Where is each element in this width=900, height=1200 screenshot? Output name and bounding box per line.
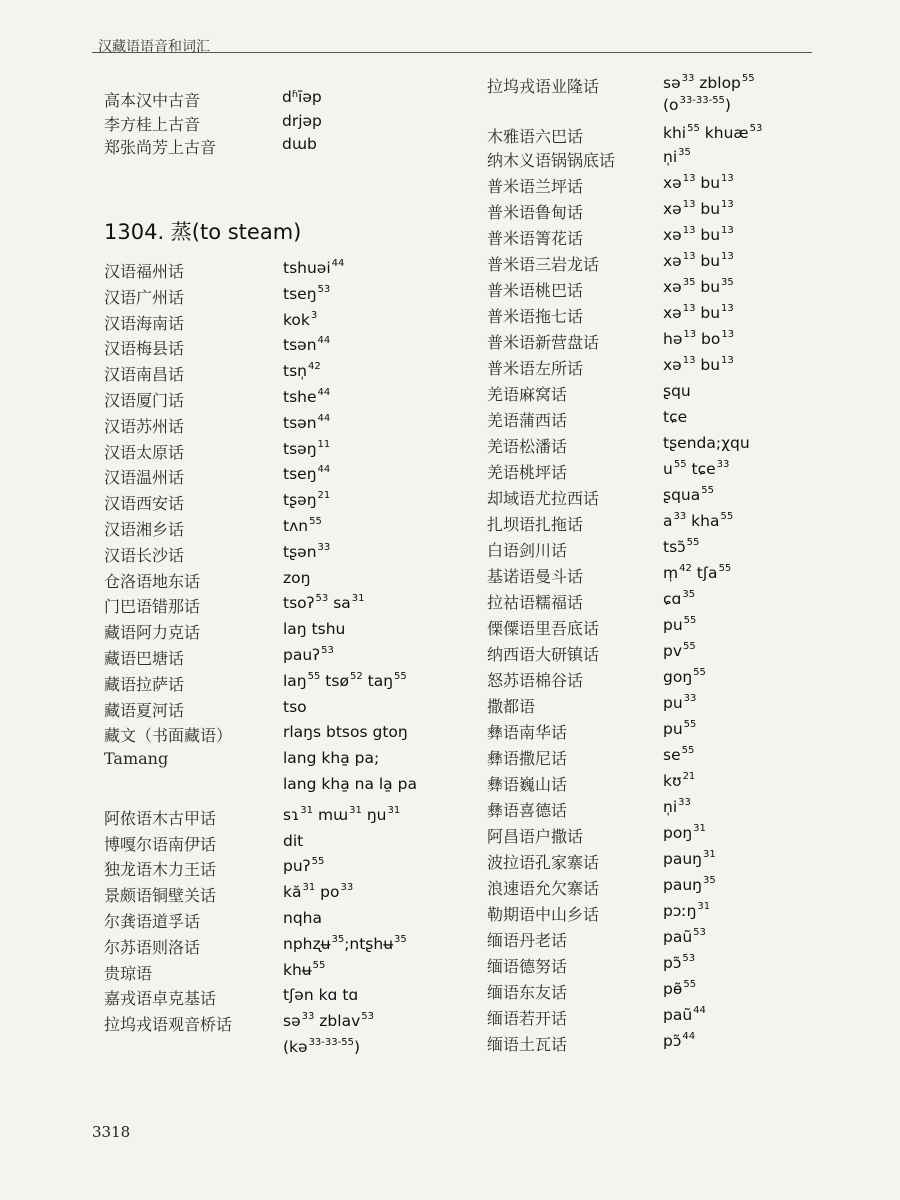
language-name: 普米语新营盘话 — [487, 333, 600, 352]
phonetic-form: tʃən kɑ tɑ — [283, 986, 359, 1005]
phonetic-form: drjəp — [282, 112, 322, 130]
tone-mark: 13 — [682, 173, 696, 184]
phonetic-form: goŋ$^{55}$ — [663, 667, 706, 686]
tone-mark: 55 — [741, 73, 755, 84]
phonetic-form: nqha — [283, 909, 322, 927]
phonetic-form: $n̩i^{33}$ — [663, 797, 691, 816]
phonetic-form: ʂqua$^{55}$ — [663, 485, 714, 504]
phonetic-form: lang kha̱ na la̱ pa — [283, 775, 417, 793]
tone-mark: 13 — [721, 225, 734, 236]
tone-mark: 33 — [683, 693, 697, 704]
phonetic-form: paũ$^{44}$ — [663, 1005, 706, 1024]
phonetic-form: zoŋ — [283, 568, 311, 587]
tone-mark: 35 — [721, 277, 734, 288]
phonetic-form: kʊ$^{21}$ — [663, 771, 696, 790]
phonetic-form: kok$^3$ — [283, 309, 318, 329]
tone-mark: 55 — [718, 563, 732, 574]
phonetic-form: tseŋ$^{44}$ — [283, 464, 331, 484]
language-name: 阿昌语户撒话 — [487, 827, 584, 846]
phonetic-form: pɔ̃$^{53}$ — [663, 953, 696, 972]
language-name: 撒都语 — [487, 697, 536, 716]
tone-mark: 33 — [673, 511, 687, 522]
language-name: 汉语海南话 — [104, 313, 185, 333]
phonetic-form: xə$^{13}$ $bu^{13}$ — [663, 303, 734, 322]
phonetic-form: tʂən$^{33}$ — [283, 541, 331, 561]
tone-mark: 55 — [701, 485, 714, 496]
tone-mark: 13 — [721, 199, 734, 210]
tone-mark: 55 — [309, 516, 322, 527]
tone-mark: 21 — [317, 490, 331, 502]
language-name: 怒苏语棉谷话 — [487, 671, 584, 690]
language-name: 藏语阿力克话 — [104, 623, 201, 643]
language-name: 普米语左所话 — [487, 359, 584, 378]
tone-mark: 44 — [317, 387, 331, 398]
language-name: 藏文（书面藏语） — [104, 726, 233, 746]
phonetic-form: tsən$^{44}$ — [283, 335, 331, 355]
tone-mark: 31 — [349, 804, 362, 816]
language-name: 尔苏语则洛话 — [104, 937, 201, 957]
phonetic-form: dʱīəp — [282, 88, 322, 106]
tone-mark: 55 — [311, 856, 325, 868]
language-name: 拉坞戎语业隆话 — [487, 77, 600, 96]
phonetic-form: $se^{55}$ — [663, 745, 695, 764]
tone-mark: 52 — [349, 670, 363, 682]
tone-mark: 13 — [682, 225, 696, 236]
tone-mark: 33-33-55 — [308, 1037, 354, 1048]
tone-mark: 44 — [682, 1031, 696, 1042]
phonetic-form: $kă^{31}$ $po^{33}$ — [283, 882, 354, 902]
language-name: 汉语广州话 — [104, 287, 185, 307]
phonetic-form: tsən$^{44}$ — [283, 412, 331, 432]
language-name: 羌语松潘话 — [487, 437, 568, 456]
phonetic-form: lang kha̱ pa; — [283, 749, 380, 768]
phonetic-form: tʌn$^{55}$ — [283, 516, 322, 535]
language-name: 汉语厦门话 — [104, 391, 185, 410]
language-name: 彝语巍山话 — [487, 775, 568, 794]
language-name: 普米语兰坪话 — [487, 177, 584, 196]
phonetic-form: xə$^{13}$ $bu^{13}$ — [663, 173, 734, 192]
language-name: 纳木义语锅锅底话 — [487, 151, 616, 170]
language-name: 阿侬语木古甲话 — [104, 808, 217, 828]
phonetic-form: sɿ$^{31}$ mɯ$^{31}$ $ŋu^{31}$ — [283, 804, 401, 824]
tone-mark: 44 — [693, 1005, 706, 1016]
phonetic-form: paũ$^{53}$ — [663, 927, 706, 946]
running-header: 汉藏语语音和词汇 — [98, 39, 210, 55]
language-name: 纳西语大研镇话 — [487, 645, 600, 664]
language-name: 白语剑川话 — [487, 541, 568, 560]
phonetic-form: $pu^{33}$ — [663, 693, 697, 712]
tone-mark: 55 — [683, 641, 696, 652]
tone-mark: 55 — [686, 537, 700, 548]
phonetic-form: tʂəŋ$^{21}$ — [283, 490, 331, 510]
tone-mark: 13 — [682, 251, 696, 262]
tone-mark: 35 — [678, 147, 691, 158]
tone-mark: 53 — [317, 283, 331, 295]
tone-mark: 55 — [683, 719, 697, 730]
phonetic-form: $a^{33}$ kha$^{55}$ — [663, 511, 734, 530]
language-name: 缅语土瓦话 — [487, 1035, 568, 1054]
phonetic-form: poŋ$^{31}$ — [663, 823, 706, 842]
tone-mark: 44 — [331, 258, 345, 269]
tone-mark: 31 — [703, 849, 716, 860]
language-name: 汉语西安话 — [104, 494, 185, 514]
language-name: 汉语温州话 — [104, 468, 185, 488]
tone-mark: 53 — [693, 927, 706, 938]
language-name: 却域语尤拉西话 — [487, 489, 600, 508]
language-name: 彝语撒尼话 — [487, 749, 568, 768]
tone-mark: 35 — [331, 933, 345, 945]
language-name: 景颇语铜壁关话 — [104, 886, 217, 906]
language-name: 贵琼语 — [104, 963, 153, 983]
tone-mark: 33 — [317, 541, 331, 553]
tone-mark: 13 — [721, 303, 734, 314]
tone-mark: 55 — [681, 745, 695, 756]
tone-mark: 55 — [683, 979, 697, 990]
language-name: 羌语麻窝话 — [487, 385, 568, 404]
language-name: 缅语东友话 — [487, 983, 568, 1002]
phonetic-form: pauŋ$^{31}$ — [663, 849, 716, 868]
tone-mark: 53 — [315, 593, 329, 605]
tone-mark: 13 — [721, 251, 734, 262]
tone-mark: 35 — [394, 933, 407, 945]
tone-mark: 13 — [721, 173, 734, 184]
phonetic-form: pɔ̃$^{44}$ — [663, 1031, 696, 1050]
language-name: 普米语拖七话 — [487, 307, 584, 326]
language-name: 汉语南昌话 — [104, 365, 185, 385]
tone-mark: 33 — [678, 797, 691, 808]
language-name: 汉语梅县话 — [104, 339, 185, 359]
tone-mark: 53 — [321, 645, 334, 656]
phonetic-form: laŋ$^{55}$ tsø$^{52}$ taŋ$^{55}$ — [283, 670, 407, 690]
tone-mark: 21 — [682, 771, 696, 782]
tone-mark: 33 — [340, 882, 354, 894]
tone-mark: 13 — [682, 355, 696, 366]
tone-mark: 55 — [720, 511, 734, 522]
phonetic-form: khi$^{55}$ khuæ$^{53}$ — [663, 123, 763, 142]
entry-title: 1304. 蒸(to steam) — [104, 220, 302, 244]
language-name: 羌语桃坪话 — [487, 463, 568, 482]
phonetic-form: tɕe — [663, 408, 688, 426]
language-name: 李方桂上古音 — [104, 115, 201, 134]
language-name: 普米语桃巴话 — [487, 281, 584, 300]
tone-mark: 13 — [721, 329, 735, 340]
language-name: 普米语鲁甸话 — [487, 203, 584, 222]
tone-mark: 13 — [682, 303, 696, 314]
tone-mark: 44 — [317, 412, 331, 424]
phonetic-form: puʔ$^{55}$ — [283, 856, 325, 876]
tone-mark: 55 — [307, 670, 321, 682]
phonetic-form: (kə$^{33-33-55}$) — [283, 1037, 361, 1056]
tone-mark: 33 — [681, 73, 695, 84]
language-name: 汉语太原话 — [104, 442, 185, 462]
language-name: 藏语夏河话 — [104, 700, 185, 720]
phonetic-form: laŋ tshu — [283, 620, 346, 639]
tone-mark: 53 — [749, 123, 763, 134]
phonetic-form: tseŋ$^{53}$ — [283, 283, 331, 303]
phonetic-form: ɕɑ$^{35}$ — [663, 589, 696, 608]
phonetic-form: tshuəi$^{44}$ — [283, 258, 345, 277]
language-name: 嘉戎语卓克基话 — [104, 989, 217, 1009]
tone-mark: 31 — [302, 882, 316, 894]
phonetic-form: xə$^{13}$ $bu^{13}$ — [663, 225, 734, 244]
phonetic-form: dit — [283, 831, 304, 850]
phonetic-form: tso — [283, 697, 307, 716]
phonetic-form: sə$^{33}$ zblav$^{53}$ — [283, 1011, 374, 1031]
phonetic-form: pauʔ$^{53}$ — [283, 645, 334, 664]
language-name: 汉语长沙话 — [104, 545, 185, 565]
phonetic-form: tsn̩$^{42}$ — [283, 361, 321, 381]
language-name: 羌语蒲西话 — [487, 411, 568, 430]
page-number: 3318 — [92, 1123, 131, 1141]
language-name: 缅语德努话 — [487, 957, 568, 976]
language-name: 彝语喜德话 — [487, 801, 568, 820]
tone-mark: 55 — [394, 670, 407, 682]
language-name: 门巴语错那话 — [104, 597, 201, 617]
phonetic-form: xə$^{13}$ $bu^{13}$ — [663, 355, 734, 374]
language-name: 浪速语允欠寨话 — [487, 879, 600, 898]
phonetic-form: tsɔ̃$^{55}$ — [663, 537, 700, 556]
tone-mark: 44 — [317, 464, 331, 476]
phonetic-form: tsoʔ$^{53}$ $sa^{31}$ — [283, 593, 365, 613]
language-name: 波拉语孔家寨话 — [487, 853, 600, 872]
phonetic-form: pɵ̃$^{55}$ — [663, 979, 697, 998]
phonetic-form: nphʐʉ$^{35}$;ntʂhʉ$^{35}$ — [283, 933, 407, 953]
tone-mark: 31 — [697, 901, 711, 912]
tone-mark: 31 — [351, 593, 365, 605]
phonetic-form: xə$^{35}$ $bu^{35}$ — [663, 277, 734, 296]
phonetic-form: tshe$^{44}$ — [283, 387, 331, 406]
language-name: 普米语箐花话 — [487, 229, 584, 248]
tone-mark: 13 — [683, 329, 697, 340]
phonetic-form: rlaŋs btsos gtoŋ — [283, 723, 408, 742]
phonetic-form: $pv^{55}$ — [663, 641, 696, 660]
language-name: 汉语福州话 — [104, 262, 185, 281]
phonetic-form: xə$^{13}$ $bu^{13}$ — [663, 251, 734, 270]
phonetic-form: dɯb — [282, 135, 317, 153]
phonetic-form: hə$^{13}$ $bo^{13}$ — [663, 329, 735, 348]
phonetic-form: pɔːŋ$^{31}$ — [663, 901, 711, 920]
phonetic-form: $(o^{33-33-55})$ — [663, 95, 731, 114]
tone-mark: 33-33-55 — [679, 95, 725, 106]
language-name: 彝语南华话 — [487, 723, 568, 742]
tone-mark: 31 — [387, 804, 401, 816]
language-name: 高本汉中古音 — [104, 91, 201, 110]
tone-mark: 31 — [693, 823, 706, 834]
language-name: 汉语湘乡话 — [104, 520, 185, 539]
phonetic-form: $n̩i^{35}$ — [663, 147, 691, 166]
language-name: 拉坞戎语观音桥话 — [104, 1015, 233, 1035]
tone-mark: 55 — [687, 123, 700, 134]
language-name: 缅语若开话 — [487, 1009, 568, 1028]
tone-mark: 35 — [682, 277, 696, 288]
header-rule — [92, 52, 812, 53]
tone-mark: 35 — [703, 875, 716, 886]
tone-mark: 11 — [317, 438, 331, 450]
language-name: 基诺语曼斗话 — [487, 567, 584, 586]
language-name: 尔龚语道孚话 — [104, 912, 201, 931]
tone-mark: 33 — [716, 459, 730, 470]
phonetic-form: ʂqu — [663, 382, 691, 400]
tone-mark: 3 — [310, 309, 318, 321]
phonetic-form: pauŋ$^{35}$ — [663, 875, 716, 894]
phonetic-form: khʉ$^{55}$ — [283, 959, 326, 979]
phonetic-form: $pu^{55}$ — [663, 719, 697, 738]
tone-mark: 42 — [679, 563, 692, 574]
phonetic-form: $pu^{55}$ — [663, 615, 697, 634]
tone-mark: 55 — [693, 667, 706, 678]
tone-mark: 53 — [361, 1011, 374, 1023]
tone-mark: 44 — [317, 335, 331, 347]
language-name: 藏语巴塘话 — [104, 649, 185, 668]
language-name: 木雅语六巴话 — [487, 127, 584, 146]
language-name: 普米语三岩龙话 — [487, 255, 600, 274]
tone-mark: 13 — [682, 199, 696, 210]
phonetic-form: xə$^{13}$ $bu^{13}$ — [663, 199, 734, 218]
language-name: 独龙语木力王话 — [104, 860, 217, 880]
phonetic-form: $u^{55}$ tɕe$^{33}$ — [663, 459, 730, 478]
phonetic-form: tʂenda;χqu — [663, 434, 750, 452]
tone-mark: 31 — [300, 804, 314, 816]
language-name: 拉祜语糯福话 — [487, 593, 584, 612]
language-name: 勒期语中山乡话 — [487, 905, 600, 924]
phonetic-form: tsəŋ$^{11}$ — [283, 438, 331, 458]
tone-mark: 35 — [682, 589, 696, 600]
tone-mark: 55 — [312, 959, 326, 971]
language-name: 缅语丹老话 — [487, 931, 568, 950]
tone-mark: 55 — [683, 615, 697, 626]
tone-mark: 33 — [301, 1011, 315, 1023]
tone-mark: 55 — [673, 459, 687, 470]
phonetic-form: sə$^{33}$ zblop$^{55}$ — [663, 73, 755, 92]
language-name: 藏语拉萨话 — [104, 674, 185, 694]
language-name: 博嘎尔语南伊话 — [104, 834, 217, 854]
language-name: Tamang — [104, 749, 169, 769]
language-name: 汉语苏州话 — [104, 416, 185, 436]
language-name: 郑张尚芳上古音 — [104, 138, 217, 157]
tone-mark: 42 — [307, 361, 321, 373]
tone-mark: 13 — [721, 355, 734, 366]
language-name: 傈僳语里吾底话 — [487, 619, 600, 638]
language-name: 扎坝语扎拖话 — [487, 515, 584, 534]
language-name: 仓洛语地东话 — [104, 571, 201, 591]
tone-mark: 53 — [682, 953, 696, 964]
phonetic-form: m̩$^{42}$ tʃa$^{55}$ — [663, 563, 732, 582]
